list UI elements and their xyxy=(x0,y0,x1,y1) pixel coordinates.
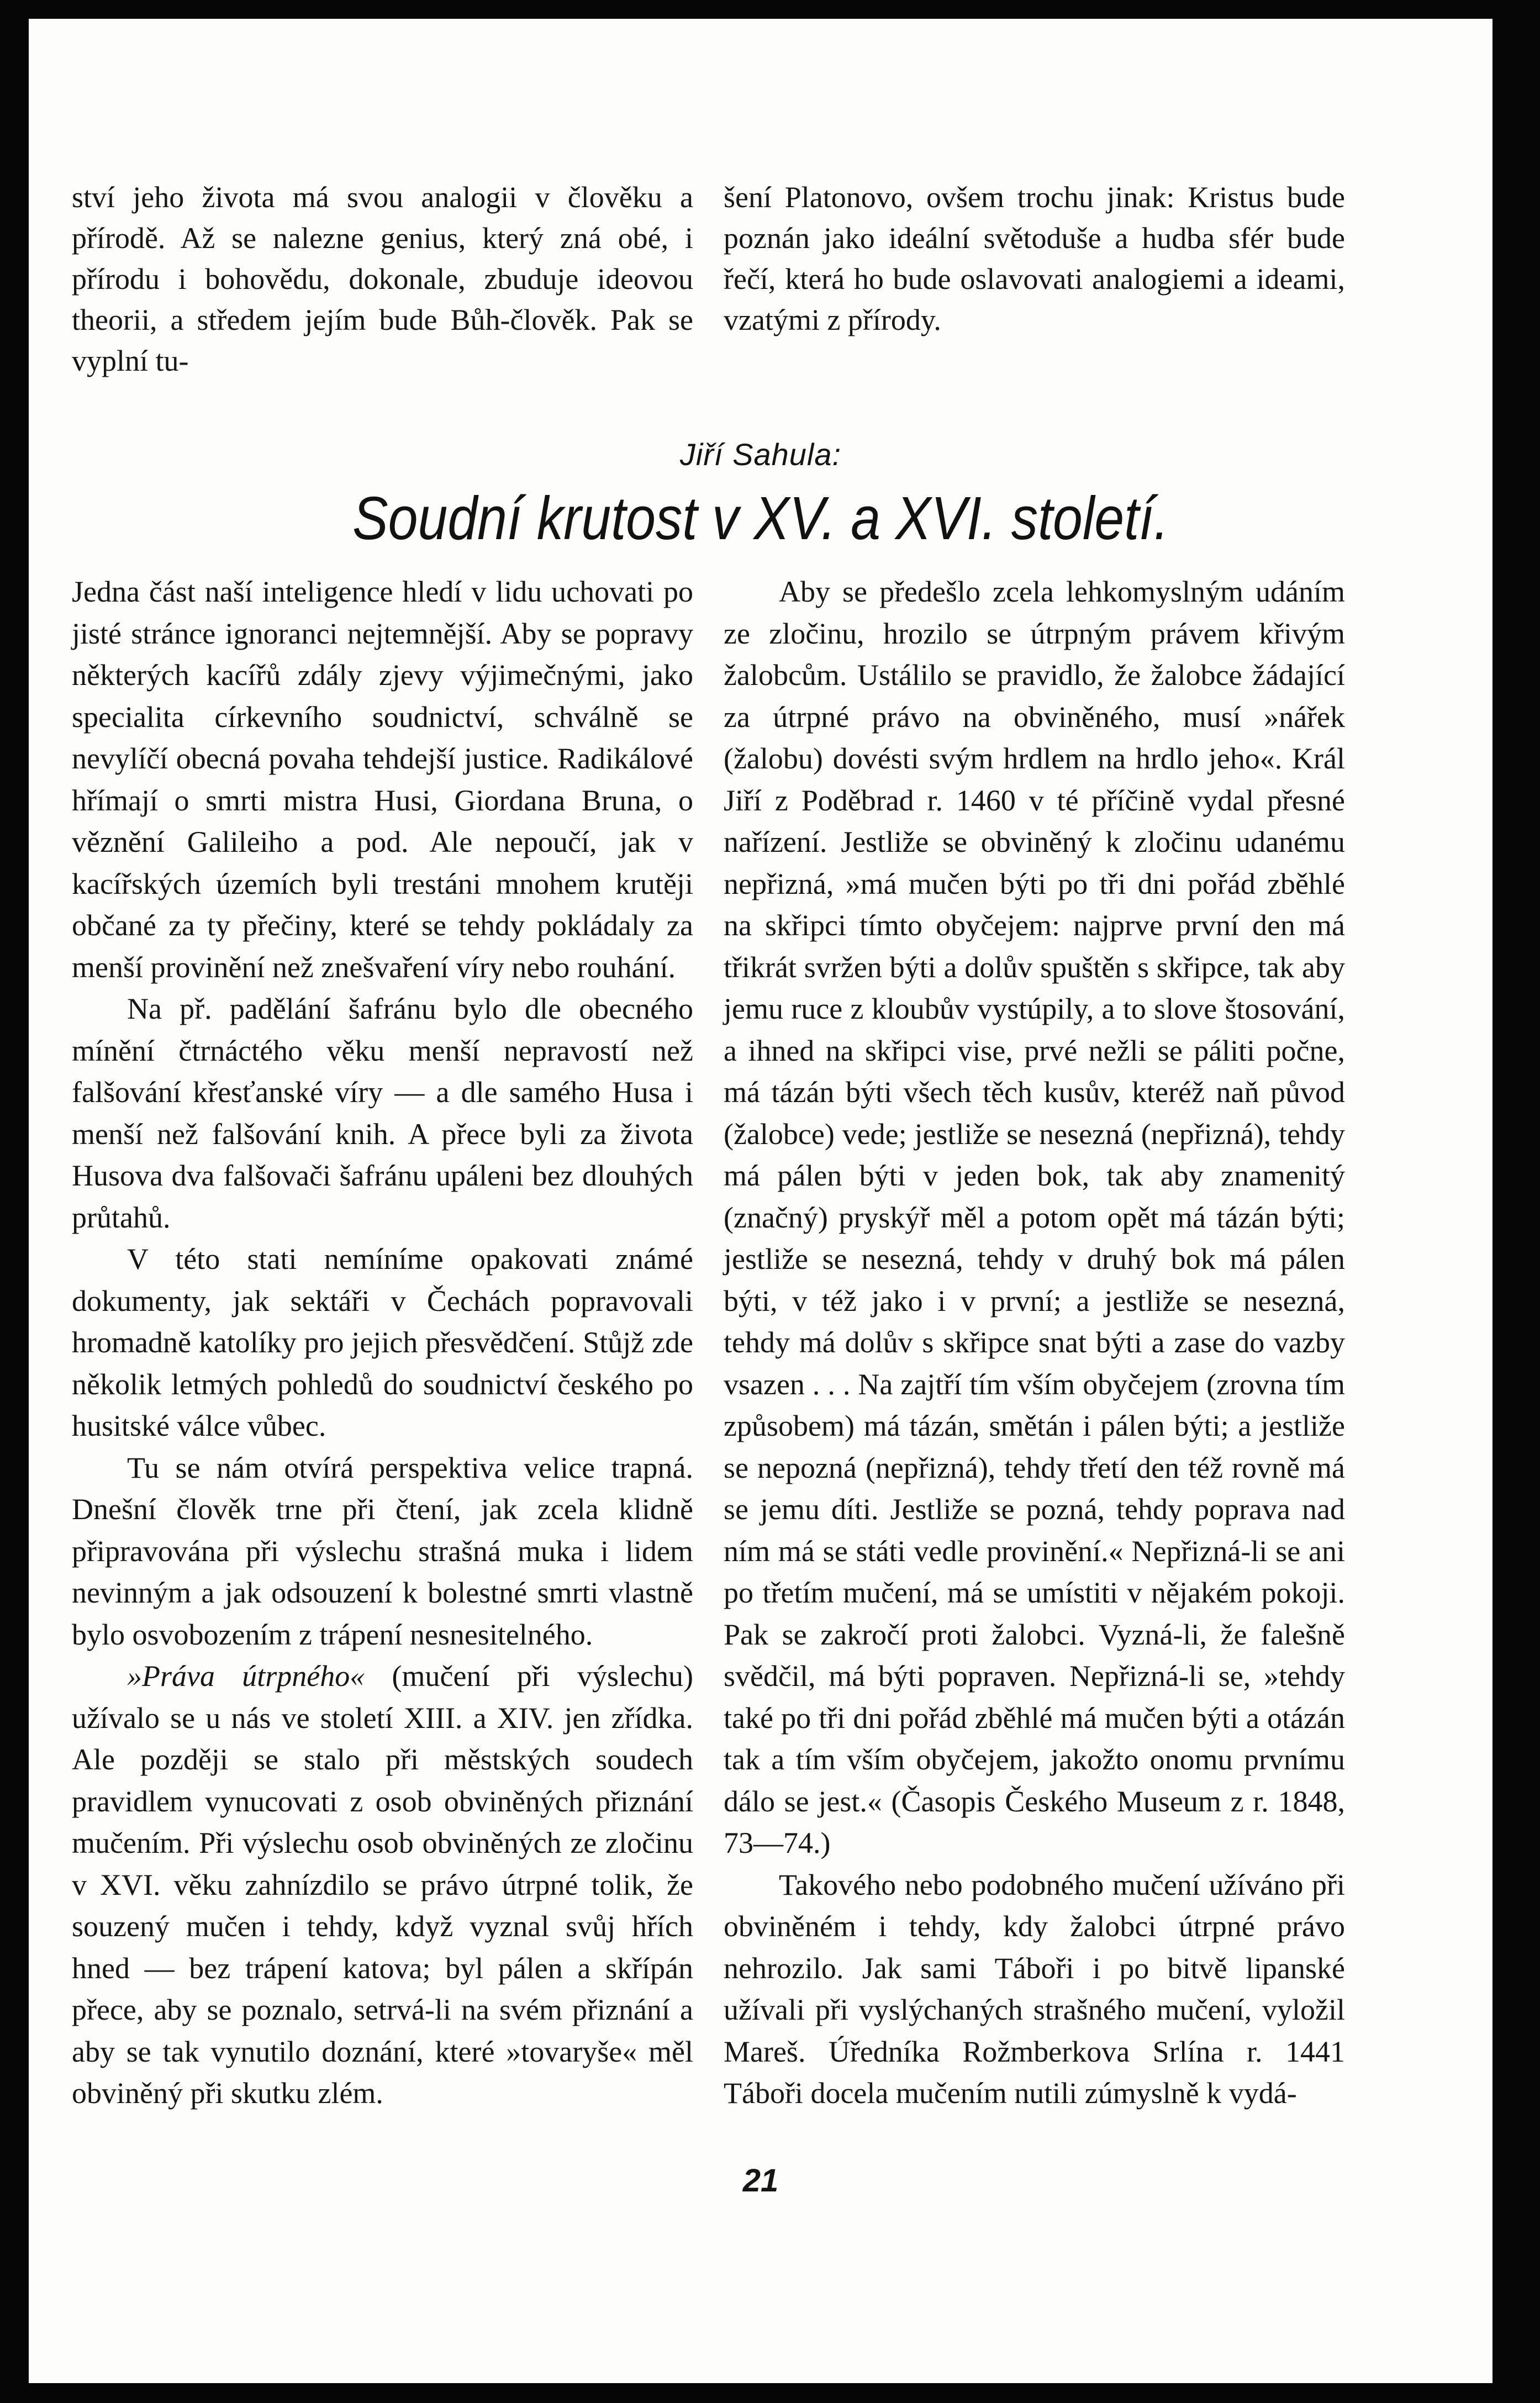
previous-article-paragraph: ství jeho života má svou analogii v člověku a přírodě. Až se nalezne genius, který zná obé, i přírodu i bohovědu, dokonale, zbuduje ideovou theorii, a středem jejím bude Bůh-člověk. Pak se vyplní tu- xyxy=(72,181,693,377)
paragraph: Tu se nám otvírá perspektiva velice trapná. Dnešní člověk trne při čtení, jak zcela klidně připravována při výslechu strašná muka i lidem nevinným a jak odsouzení k bolestné smrti vlastně bylo osvobozením z trápení nesnesitelného. xyxy=(72,1451,693,1651)
paragraph: Aby se předešlo zcela lehkomyslným udáním ze zločinu, hrozilo se útrpným právem křivým žalobcům. Ustálilo se pravidlo, že žalobce žádající za útrpné právo na obviněného, musí »nářek (žalobu) dovésti svým hrdlem na hrdlo jeho«. Král Jiří z Poděbrad r. 1460 v té příčině vydal přesné nařízení. Jestliže se obviněný k zločinu udanému nepřizná, »má mučen býti po tři dni pořád zběhlé na skřipci tímto obyčejem: najprve první den má třikrát svržen býti a dolův spuštěn s skřipce, tak aby jemu ruce z kloubův vystúpily, a to slove štosování, a ihned na skřipci vise, prvé nežli se páliti počne, má tázán býti všech těch kusův, kteréž naň původ (žalobce) vede; jestliže se nesezná (nepřizná), tehdy má pálen býti v jeden bok, tak aby znamenitý (značný) pryskýř měl a potom opět má tázán býti; jestliže se nesezná, tehdy v druhý bok má pálen býti, v též jako i v první; a jestliže se nesezná, tehdy má dolův s skřipce snat býti a zase do vazby vsazen . . . Na zajtří tím vším obyčejem (zrovna tím způsobem) má tázán, smětán i pálen býti; a jestliže se nepozná (nepřizná), tehdy třetí den též rovně má se jemu díti. Jestliže se pozná, tehdy poprava nad ním má se státi vedle provinění.« Nepřizná-li se ani po třetím mučení, má se umístiti v nějakém pokoji. Pak se zakročí proti žalobci. Vyzná-li, že falešně svědčil, má býti popraven. Nepřizná-li se, »tehdy také po tři dni pořád zběhlé má mučen býti a otázán tak a tím vším obyčejem, jakožto onomu prvnímu dálo se jest.« (Časopis Českého Museum z r. 1848, 73—74.) xyxy=(724,575,1345,1859)
previous-article-end-right xyxy=(724,177,1345,340)
paragraph: Jedna část naší inteligence hledí v lidu uchovati po jisté stránce ignoranci nejtemnější. Aby se popravy některých kacířů zdály zjevy výjimečnými, jako specialita církevního soudnictví, schválně se nevylíčí obecná povaha tehdejší justice. Radikálové hřímají o smrti mistra Husi, Giordana Bruna, o věznění Galileiho a pod. Ale nepoučí, jak v kacířských územích byli trestáni mnohem krutěji občané za ty přečiny, které se tehdy pokládaly za menší provinění než znešvaření víry nebo rouhání. xyxy=(72,575,693,984)
emphasized-term: »Práva útrpného« xyxy=(127,1659,365,1693)
paragraph-text: (mučení při výslechu) užívalo se u nás ve století XIII. a XIV. jen zřídka. Ale později se stalo při městských soudech pravidlem vynucovati z osob obviněných přiznání mučením. Při výslechu osob obviněných ze zločinu v XVI. věku zahnízdilo se právo útrpné tolik, že souzený mučen i tehdy, když vyznal svůj hřích hned — bez trápení katova; byl pálen a skřípán přece, aby se poznalo, setrvá-li na svém přiznání a aby se tak vynutilo doznání, které »tovaryše« měl obviněný při skutku zlém. xyxy=(72,1659,693,2110)
paragraph: Na př. padělání šafránu bylo dle obecného mínění čtrnáctého věku menší nepravostí než falšování křesťanské víry — a dle samého Husa i menší než falšování knih. A přece byli za života Husova dva falšovači šafránu upáleni bez dlouhých průtahů. xyxy=(72,992,693,1234)
article-title: Soudní krutost v XV. a XVI. století. xyxy=(352,484,1169,552)
article-author: Jiří Sahula: xyxy=(679,437,842,472)
paragraph: V této stati nemíníme opakovati známé dokumenty, jak sektáři v Čechách popravovali hromadně katolíky pro jejich přesvědčení. Stůjž zde několik letmých pohledů do soudnictví českého po husitské válce vůbec. xyxy=(72,1242,693,1442)
previous-article-end-left xyxy=(72,177,693,381)
document-page xyxy=(29,19,1492,2383)
page-number: 21 xyxy=(742,2163,779,2199)
previous-article-paragraph: šení Platonovo, ovšem trochu jinak: Kristus bude poznán jako ideální světoduše a hudba sfér bude řečí, která ho bude oslavovati analogiemi a ideami, vzatými z přírody. xyxy=(724,181,1345,336)
article-column-right xyxy=(724,571,1345,2115)
paragraph xyxy=(72,1656,693,2115)
paragraph: Takového nebo podobného mučení užíváno při obviněném i tehdy, kdy žalobci útrpné právo nehrozilo. Jak sami Táboři i po bitvě lipanské užívali při vyslýchaných strašného mučení, vyložil Mareš. Úředníka Rožmberkova Srlína r. 1441 Táboři docela mučením nutili zúmyslně k vydá- xyxy=(724,1868,1345,2110)
article-column-left xyxy=(72,571,693,2115)
